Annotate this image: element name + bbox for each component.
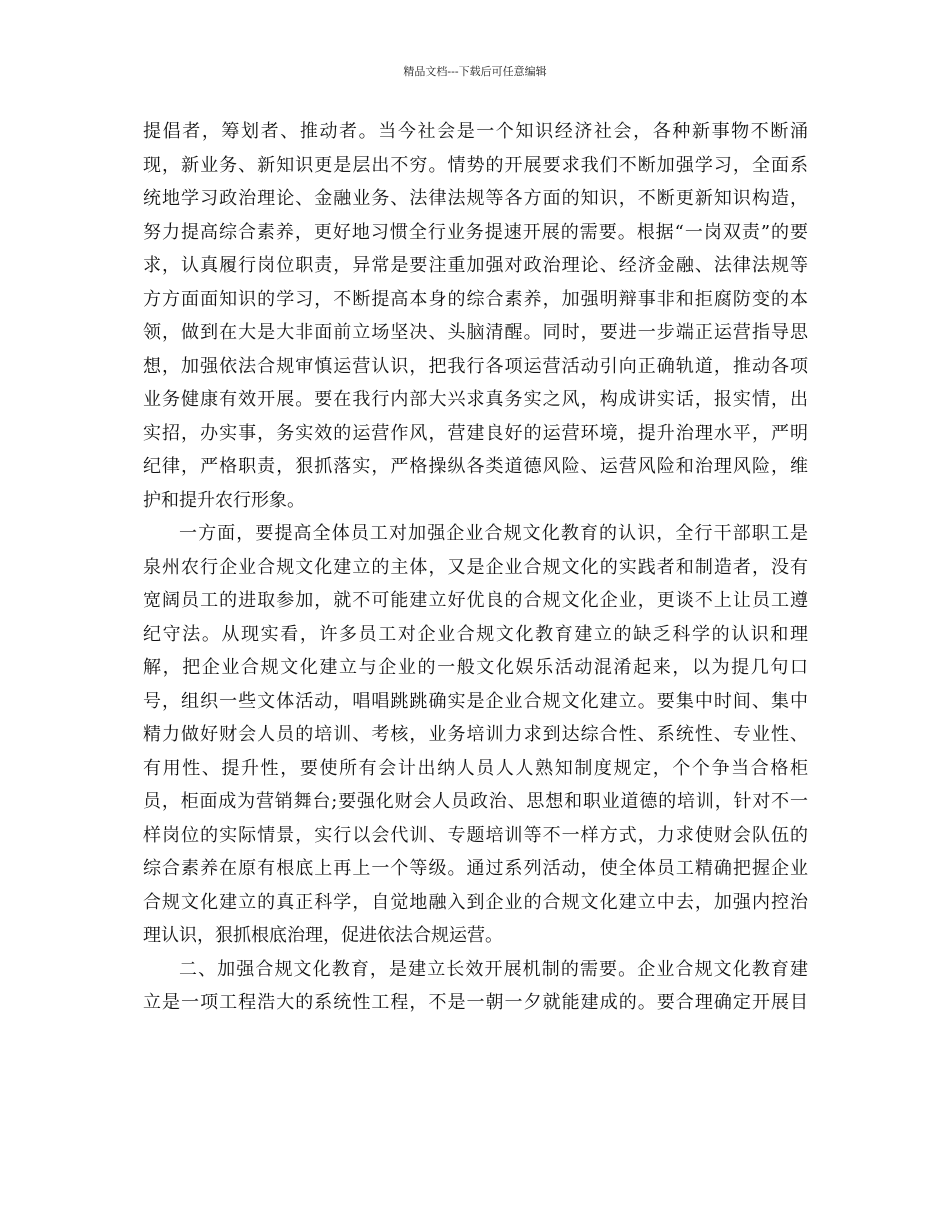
text-line: 样岗位的实际情景，实行以会代训、专题培训等不一样方式，力求使财会队伍的: [143, 824, 808, 846]
paragraph-3: [143, 953, 808, 1020]
text-line: 二、加强合规文化教育，是建立长效开展机制的需要。企业合规文化教育建: [179, 958, 808, 980]
text-line: 宽阔员工的进取参加，就不可能建立好优良的合规文化企业，更谈不上让员工遵: [143, 590, 808, 611]
text-line: 护和提升农行形象。: [143, 489, 305, 511]
text-line: 理认识，狠抓根底治理，促进依法合规运营。: [143, 925, 503, 946]
text-line: 求，认真履行岗位职责，异常是要注重加强对政治理论、经济金融、法律法规等: [143, 255, 808, 276]
text-line: 领，做到在大是大非面前立场坚决、头脑清醒。同时，要进一步端正运营指导思: [143, 322, 808, 343]
text-line: 员，柜面成为营销舞台;要强化财会人员政治、思想和职业道德的培训，针对不一: [143, 791, 808, 812]
paragraph-1: [143, 115, 808, 517]
text-line: 业务健康有效开展。要在我行内部大兴求真务实之风，构成讲实话，报实情，出: [143, 389, 808, 410]
text-line: 统地学习政治理论、金融业务、法律法规等各方面的知识，不断更新知识构造，: [143, 188, 808, 209]
text-line: 纪律，严格职责，狠抓落实，严格操纵各类道德风险、运营风险和治理风险，维: [143, 456, 808, 477]
text-line: 想，加强依法合规审慎运营认识，把我行各项运营活动引向正确轨道，推动各项: [143, 355, 808, 377]
text-line: 实招，办实事，务实效的运营作风，营建良好的运营环境，提升治理水平，严明: [143, 422, 808, 444]
text-line: 解，把企业合规文化建立与企业的一般文化娱乐活动混淆起来，以为提几句口: [143, 657, 808, 678]
text-line: 方方面面知识的学习，不断提高本身的综合素养，加强明辩事非和拒腐防变的本: [143, 288, 808, 310]
text-line: 综合素养在原有根底上再上一个等级。通过系列活动，使全体员工精确把握企业: [143, 858, 808, 879]
text-line: 精力做好财会人员的培训、考核，业务培训力求到达综合性、系统性、专业性、: [143, 724, 808, 745]
text-line: 号，组织一些文体活动，唱唱跳跳确实是企业合规文化建立。要集中时间、集中: [143, 690, 808, 712]
text-line: 有用性、提升性，要使所有会计出纳人员人人熟知制度规定，个个争当合格柜: [143, 757, 808, 779]
paragraph-2: [143, 517, 808, 953]
text-line: 合规文化建立的真正科学，自觉地融入到企业的合规文化建立中去，加强内控治: [143, 891, 808, 913]
text-line: 一方面，要提高全体员工对加强企业合规文化教育的认识，全行干部职工是: [179, 523, 808, 544]
text-line: 努力提高综合素养，更好地习惯全行业务提速开展的需要。根据“一岗双责”的要: [143, 221, 808, 243]
text-line: 现，新业务、新知识更是层出不穷。情势的开展要求我们不断加强学习，全面系: [143, 154, 808, 176]
text-line: 泉州农行企业合规文化建立的主体，又是企业合规文化的实践者和制造者，没有: [143, 556, 808, 578]
text-line: 提倡者，筹划者、推动者。当今社会是一个知识经济社会，各种新事物不断涌: [143, 121, 808, 142]
text-line: 纪守法。从现实看，许多员工对企业合规文化教育建立的缺乏科学的认识和理: [143, 623, 808, 645]
text-line: 立是一项工程浩大的系统性工程，不是一朝一夕就能建成的。要合理确定开展目: [143, 992, 808, 1013]
page-header: 精品文档---下载后可任意编辑: [403, 65, 547, 78]
document-body: [143, 115, 808, 1020]
